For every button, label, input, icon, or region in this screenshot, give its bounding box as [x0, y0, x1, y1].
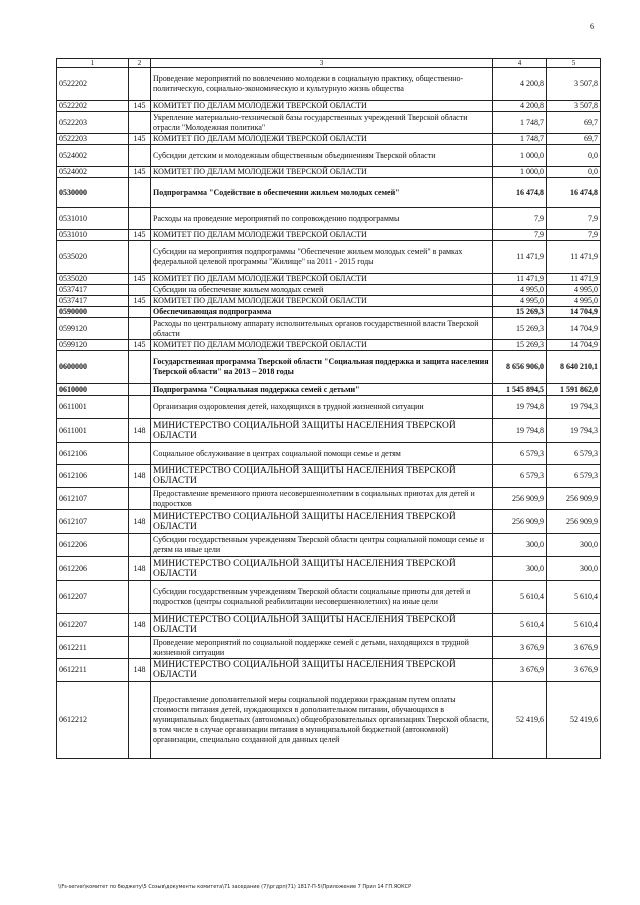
row-value-col5: 8 640 210,1 [547, 351, 601, 384]
row-value-col4: 1 748,7 [493, 112, 547, 134]
row-code: 0599120 [57, 318, 129, 340]
row-description: КОМИТЕТ ПО ДЕЛАМ МОЛОДЕЖИ ТВЕРСКОЙ ОБЛАСТИ [151, 101, 493, 112]
row-value-col5: 5 610,4 [547, 581, 601, 614]
row-code: 0599120 [57, 340, 129, 351]
row-code: 0612207 [57, 581, 129, 614]
row-description: Субсидии детским и молодежным общественным объединениям Тверской области [151, 145, 493, 167]
row-value-col4: 7,9 [493, 208, 547, 230]
row-description: Субсидии государственным учреждениям Тверской области центры социальной помощи семье и детям на иные цели [151, 534, 493, 557]
row-value-col5: 6 579,3 [547, 443, 601, 465]
row-department-code [129, 318, 151, 340]
table-row [57, 241, 601, 274]
row-code: 0535020 [57, 274, 129, 285]
row-description: Субсидии на мероприятия подпрограммы "Обеспечение жильем молодых семей" в рамках федеральной целевой программы "Жилище" на 2011 - 2015 годы [151, 241, 493, 274]
row-department-code [129, 241, 151, 274]
column-number-row [57, 59, 601, 68]
row-department-code: 145 [129, 340, 151, 351]
row-description: КОМИТЕТ ПО ДЕЛАМ МОЛОДЕЖИ ТВЕРСКОЙ ОБЛАСТИ [151, 134, 493, 145]
row-description: Субсидии государственным учреждениям Тверской области социальные приюты для детей и подростков (центры социальной реабилитации несовершеннолетних) на иные цели [151, 581, 493, 614]
column-header: 3 [151, 59, 493, 68]
row-code: 0612206 [57, 557, 129, 581]
row-value-col4: 6 579,3 [493, 465, 547, 488]
row-value-col4: 7,9 [493, 230, 547, 241]
row-value-col5: 1 591 862,0 [547, 384, 601, 396]
table-row [57, 510, 601, 534]
row-description: МИНИСТЕРСТВО СОЦИАЛЬНОЙ ЗАЩИТЫ НАСЕЛЕНИЯ ТВЕРСКОЙ ОБЛАСТИ [151, 419, 493, 443]
row-department-code [129, 307, 151, 318]
table-row [57, 318, 601, 340]
page-number: 6 [590, 22, 594, 31]
row-description: Социальное обслуживание в центрах социальной помощи семье и детям [151, 443, 493, 465]
row-description: Проведение мероприятий по социальной поддержке семей с детьми, находящихся в трудной жизненной ситуации [151, 637, 493, 659]
row-value-col4: 4 995,0 [493, 296, 547, 307]
row-department-code [129, 112, 151, 134]
row-value-col5: 14 704,9 [547, 318, 601, 340]
row-department-code [129, 285, 151, 296]
row-department-code [129, 682, 151, 759]
row-department-code [129, 637, 151, 659]
table-row [57, 557, 601, 581]
row-department-code [129, 178, 151, 208]
row-value-col4: 256 909,9 [493, 488, 547, 510]
column-header: 4 [493, 59, 547, 68]
row-value-col4: 11 471,9 [493, 274, 547, 285]
table-row [57, 134, 601, 145]
row-value-col5: 14 704,9 [547, 307, 601, 318]
row-description: Предоставление временного приюта несовершеннолетним в социальных приютах для детей и подростков [151, 488, 493, 510]
row-value-col5: 3 676,9 [547, 659, 601, 682]
row-department-code: 148 [129, 419, 151, 443]
row-description: МИНИСТЕРСТВО СОЦИАЛЬНОЙ ЗАЩИТЫ НАСЕЛЕНИЯ ТВЕРСКОЙ ОБЛАСТИ [151, 557, 493, 581]
row-code: 0611001 [57, 419, 129, 443]
row-value-col5: 0,0 [547, 167, 601, 178]
row-value-col4: 19 794,8 [493, 419, 547, 443]
row-department-code: 148 [129, 510, 151, 534]
row-department-code [129, 488, 151, 510]
row-value-col4: 3 676,9 [493, 637, 547, 659]
row-code: 0611001 [57, 396, 129, 419]
table-row [57, 230, 601, 241]
row-department-code: 145 [129, 296, 151, 307]
table-row [57, 396, 601, 419]
table-row [57, 659, 601, 682]
row-code: 0612211 [57, 637, 129, 659]
row-code: 0612107 [57, 488, 129, 510]
row-value-col5: 5 610,4 [547, 614, 601, 637]
row-description: Подпрограмма "Содействие в обеспечении жильем молодых семей" [151, 178, 493, 208]
row-value-col5: 52 419,6 [547, 682, 601, 759]
row-code: 0522203 [57, 134, 129, 145]
row-value-col5: 3 507,8 [547, 101, 601, 112]
row-value-col4: 1 000,0 [493, 167, 547, 178]
row-value-col4: 19 794,8 [493, 396, 547, 419]
row-code: 0522203 [57, 112, 129, 134]
row-department-code [129, 351, 151, 384]
row-department-code [129, 68, 151, 101]
table-row [57, 178, 601, 208]
table-row [57, 488, 601, 510]
table-row [57, 351, 601, 384]
row-code: 0537417 [57, 285, 129, 296]
column-header: 5 [547, 59, 601, 68]
row-value-col5: 3 507,8 [547, 68, 601, 101]
table-row [57, 465, 601, 488]
row-code: 0612106 [57, 443, 129, 465]
row-value-col4: 8 656 906,0 [493, 351, 547, 384]
row-department-code: 148 [129, 557, 151, 581]
row-department-code [129, 145, 151, 167]
row-description: Проведение мероприятий по вовлечению молодежи в социальную практику, общественно-политическую, социально-экономическую и культурную жизнь общества [151, 68, 493, 101]
row-value-col5: 14 704,9 [547, 340, 601, 351]
row-department-code [129, 384, 151, 396]
row-value-col5: 19 794,3 [547, 396, 601, 419]
row-description: КОМИТЕТ ПО ДЕЛАМ МОЛОДЕЖИ ТВЕРСКОЙ ОБЛАСТИ [151, 296, 493, 307]
row-value-col4: 15 269,3 [493, 340, 547, 351]
row-code: 0612106 [57, 465, 129, 488]
row-value-col5: 69,7 [547, 134, 601, 145]
row-department-code: 145 [129, 274, 151, 285]
row-description: Расходы по центральному аппарату исполнительных органов государственной власти Тверской области [151, 318, 493, 340]
table-row [57, 307, 601, 318]
table-row [57, 443, 601, 465]
table-row [57, 614, 601, 637]
row-description: Подпрограмма "Социальная поддержка семей с детьми" [151, 384, 493, 396]
row-value-col5: 256 909,9 [547, 510, 601, 534]
row-value-col4: 1 748,7 [493, 134, 547, 145]
row-value-col4: 15 269,3 [493, 307, 547, 318]
row-department-code [129, 443, 151, 465]
row-code: 0600000 [57, 351, 129, 384]
row-value-col4: 6 579,3 [493, 443, 547, 465]
row-value-col4: 16 474,8 [493, 178, 547, 208]
table-row [57, 340, 601, 351]
row-value-col5: 256 909,9 [547, 488, 601, 510]
row-department-code [129, 534, 151, 557]
row-value-col4: 1 000,0 [493, 145, 547, 167]
row-value-col4: 1 545 894,5 [493, 384, 547, 396]
row-description: МИНИСТЕРСТВО СОЦИАЛЬНОЙ ЗАЩИТЫ НАСЕЛЕНИЯ ТВЕРСКОЙ ОБЛАСТИ [151, 510, 493, 534]
row-description: МИНИСТЕРСТВО СОЦИАЛЬНОЙ ЗАЩИТЫ НАСЕЛЕНИЯ ТВЕРСКОЙ ОБЛАСТИ [151, 614, 493, 637]
table-row [57, 419, 601, 443]
row-value-col5: 300,0 [547, 557, 601, 581]
row-value-col5: 7,9 [547, 230, 601, 241]
row-description: Организация оздоровления детей, находящихся в трудной жизненной ситуации [151, 396, 493, 419]
row-department-code: 145 [129, 230, 151, 241]
row-code: 0522202 [57, 68, 129, 101]
row-code: 0610000 [57, 384, 129, 396]
row-department-code: 145 [129, 101, 151, 112]
row-value-col5: 11 471,9 [547, 274, 601, 285]
row-code: 0522202 [57, 101, 129, 112]
row-code: 0531010 [57, 208, 129, 230]
column-header: 1 [57, 59, 129, 68]
file-path-footer: \\Fs-server\комитет по бюджету\5 Созыв\документы комитета\71 заседание (7)\ргдрп(71) 1817-П-5\Приложение 7 Прил 14 ГП.ЯОКСР [58, 884, 412, 890]
row-value-col4: 5 610,4 [493, 614, 547, 637]
row-department-code: 148 [129, 465, 151, 488]
row-department-code: 145 [129, 134, 151, 145]
table-row [57, 274, 601, 285]
table-row [57, 167, 601, 178]
row-department-code [129, 396, 151, 419]
row-value-col5: 300,0 [547, 534, 601, 557]
row-description: КОМИТЕТ ПО ДЕЛАМ МОЛОДЕЖИ ТВЕРСКОЙ ОБЛАСТИ [151, 230, 493, 241]
row-value-col4: 4 200,8 [493, 68, 547, 101]
row-value-col5: 6 579,3 [547, 465, 601, 488]
row-code: 0524002 [57, 145, 129, 167]
row-value-col5: 4 995,0 [547, 296, 601, 307]
row-value-col5: 4 995,0 [547, 285, 601, 296]
row-value-col5: 7,9 [547, 208, 601, 230]
table-row [57, 145, 601, 167]
table-row [57, 285, 601, 296]
row-value-col4: 300,0 [493, 534, 547, 557]
row-value-col4: 52 419,6 [493, 682, 547, 759]
row-value-col5: 3 676,9 [547, 637, 601, 659]
row-code: 0612107 [57, 510, 129, 534]
row-code: 0612211 [57, 659, 129, 682]
table-row [57, 534, 601, 557]
row-value-col5: 16 474,8 [547, 178, 601, 208]
row-description: Расходы на проведение мероприятий по сопровождению подпрограммы [151, 208, 493, 230]
row-description: КОМИТЕТ ПО ДЕЛАМ МОЛОДЕЖИ ТВЕРСКОЙ ОБЛАСТИ [151, 274, 493, 285]
row-code: 0537417 [57, 296, 129, 307]
row-description: Обеспечивающая подпрограмма [151, 307, 493, 318]
row-description: МИНИСТЕРСТВО СОЦИАЛЬНОЙ ЗАЩИТЫ НАСЕЛЕНИЯ ТВЕРСКОЙ ОБЛАСТИ [151, 659, 493, 682]
row-code: 0612207 [57, 614, 129, 637]
row-description: КОМИТЕТ ПО ДЕЛАМ МОЛОДЕЖИ ТВЕРСКОЙ ОБЛАСТИ [151, 167, 493, 178]
row-description: МИНИСТЕРСТВО СОЦИАЛЬНОЙ ЗАЩИТЫ НАСЕЛЕНИЯ ТВЕРСКОЙ ОБЛАСТИ [151, 465, 493, 488]
row-value-col4: 256 909,9 [493, 510, 547, 534]
row-value-col4: 3 676,9 [493, 659, 547, 682]
table-row [57, 384, 601, 396]
row-department-code: 148 [129, 614, 151, 637]
row-department-code: 145 [129, 167, 151, 178]
row-description: КОМИТЕТ ПО ДЕЛАМ МОЛОДЕЖИ ТВЕРСКОЙ ОБЛАСТИ [151, 340, 493, 351]
budget-table [56, 58, 601, 759]
row-code: 0524002 [57, 167, 129, 178]
row-code: 0612206 [57, 534, 129, 557]
row-description: Субсидии на обеспечение жильем молодых семей [151, 285, 493, 296]
row-code: 0530000 [57, 178, 129, 208]
row-value-col4: 4 200,8 [493, 101, 547, 112]
table-row [57, 296, 601, 307]
row-code: 0590000 [57, 307, 129, 318]
row-value-col5: 11 471,9 [547, 241, 601, 274]
row-code: 0531010 [57, 230, 129, 241]
row-department-code: 148 [129, 659, 151, 682]
table-row [57, 208, 601, 230]
row-department-code [129, 208, 151, 230]
row-value-col4: 300,0 [493, 557, 547, 581]
row-value-col5: 0,0 [547, 145, 601, 167]
table-row [57, 68, 601, 101]
row-description: Укрепление материально-технической базы государственных учреждений Тверской области отрасли "Молодежная политика" [151, 112, 493, 134]
table-row [57, 682, 601, 759]
row-value-col5: 19 794,3 [547, 419, 601, 443]
table-row [57, 637, 601, 659]
table-row [57, 581, 601, 614]
row-department-code [129, 581, 151, 614]
table-row [57, 112, 601, 134]
row-code: 0535020 [57, 241, 129, 274]
row-value-col5: 69,7 [547, 112, 601, 134]
row-description: Государственная программа Тверской области "Социальная поддержка и защита населения Тверской области" на 2013 – 2018 годы [151, 351, 493, 384]
row-description: Предоставление дополнительной меры социальной поддержки гражданам путем оплаты стоимости питания детей, нуждающихся в дополнительном питании, обучающихся в муниципальных бюджетных (автономных) общеобразовательных организациях Тверской области, в том числе в случае организации питания в муниципальной бюджетной (автономной) организации, специально созданной для данных целей [151, 682, 493, 759]
column-header: 2 [129, 59, 151, 68]
row-value-col4: 15 269,3 [493, 318, 547, 340]
row-value-col4: 11 471,9 [493, 241, 547, 274]
row-value-col4: 4 995,0 [493, 285, 547, 296]
row-value-col4: 5 610,4 [493, 581, 547, 614]
row-code: 0612212 [57, 682, 129, 759]
table-row [57, 101, 601, 112]
